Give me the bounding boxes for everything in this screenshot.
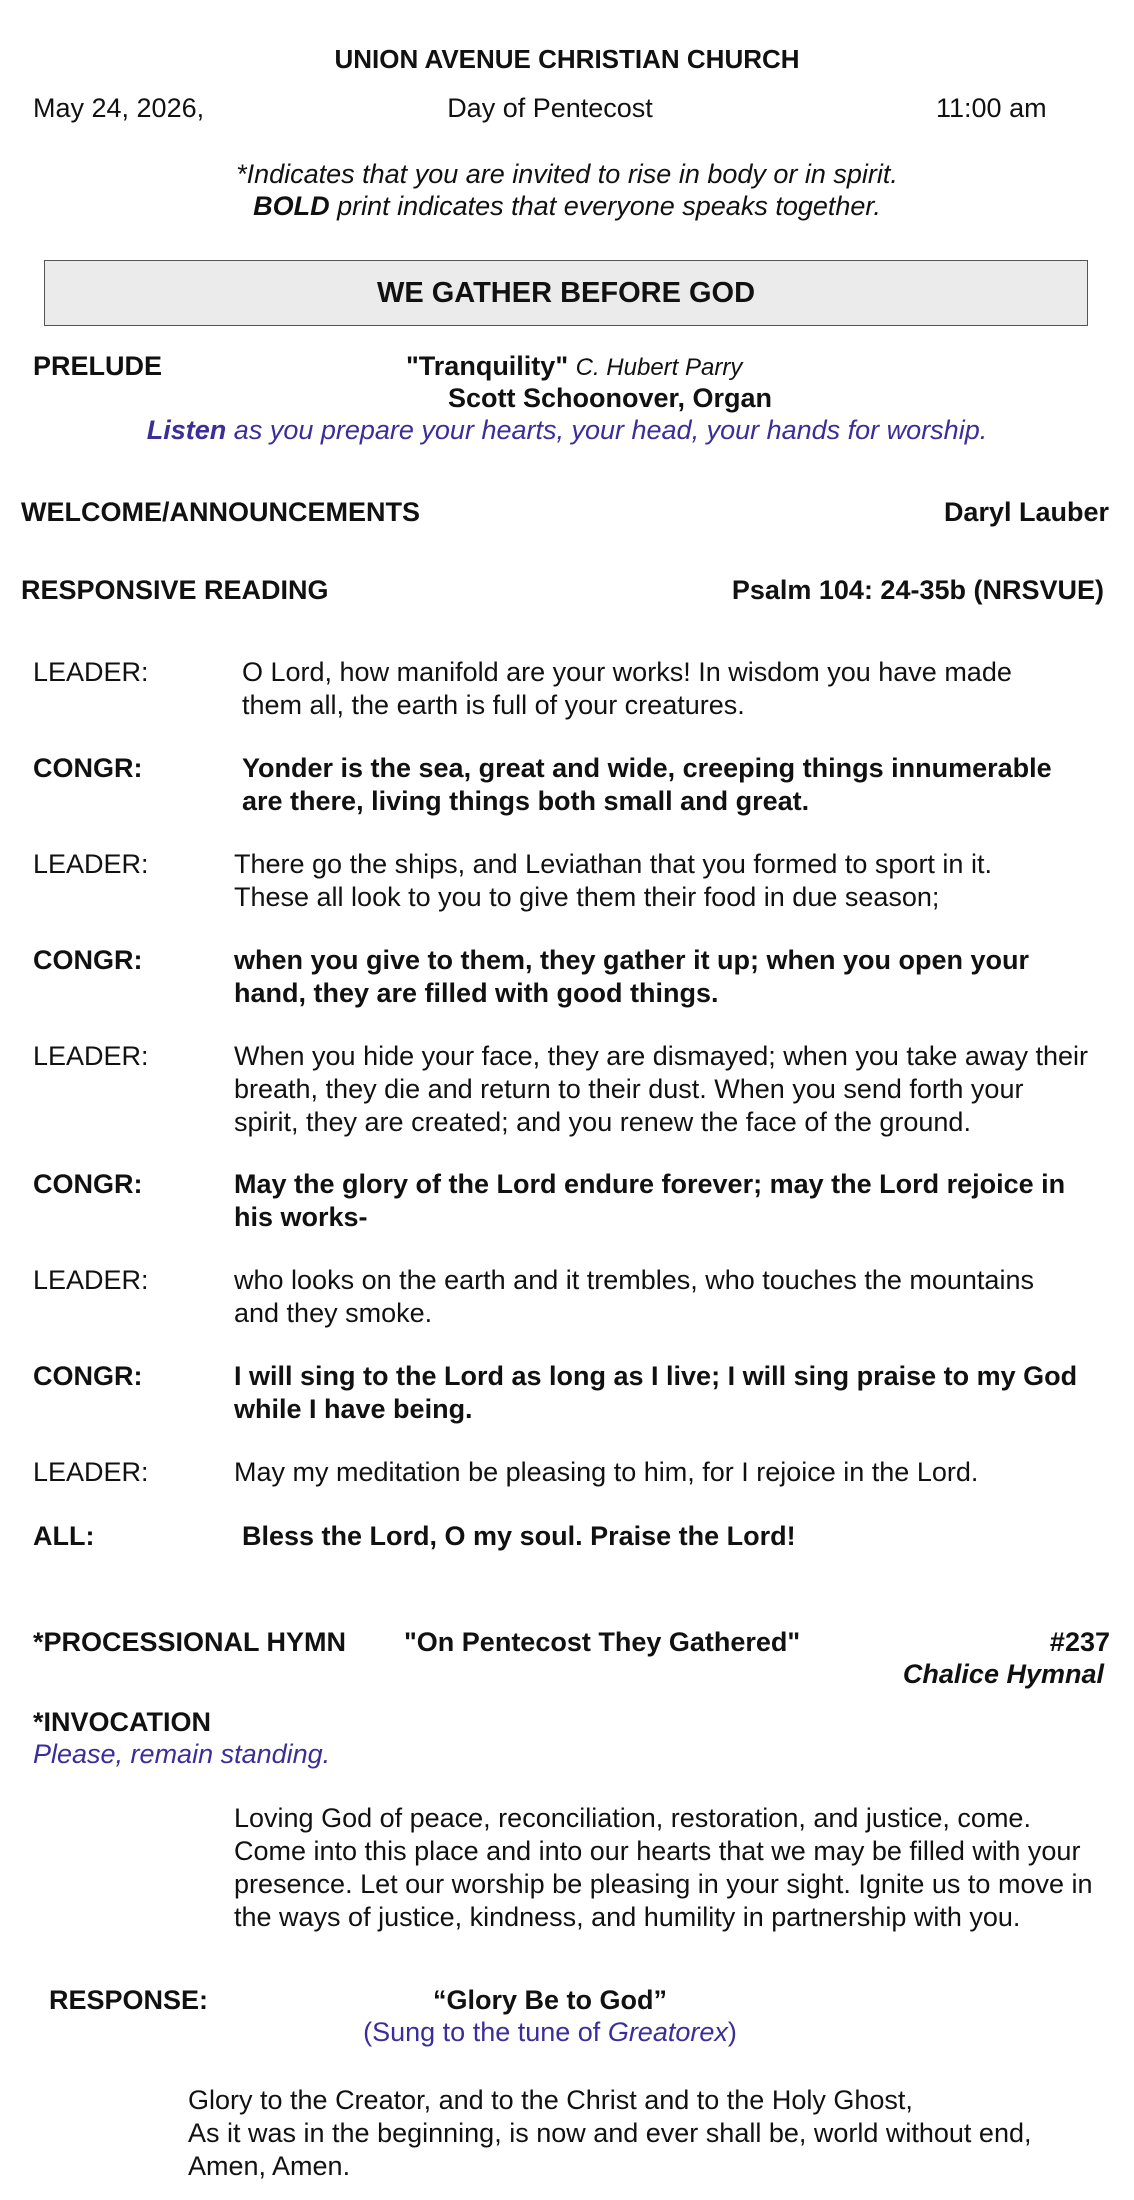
invocation-instruction: Please, remain standing. bbox=[33, 1739, 331, 1769]
reading-role: LEADER: bbox=[33, 1041, 149, 1071]
church-name: UNION AVENUE CHRISTIAN CHURCH bbox=[334, 44, 800, 74]
hymn-number: #237 bbox=[1049, 1627, 1110, 1657]
reading-label: RESPONSIVE READING bbox=[21, 575, 329, 605]
reading-role: LEADER: bbox=[33, 1265, 149, 1295]
section-title: WE GATHER BEFORE GOD bbox=[376, 276, 756, 309]
reading-role: LEADER: bbox=[33, 657, 149, 687]
reading-role: ALL: bbox=[33, 1521, 95, 1551]
rise-note: *Indicates that you are invited to rise in body or in spirit. bbox=[236, 159, 898, 189]
reading-role: LEADER: bbox=[33, 1457, 149, 1487]
reading-text: May my meditation be pleasing to him, for I rejoice in the Lord. bbox=[234, 1457, 979, 1487]
reading-text: May the glory of the Lord endure forever; may the Lord rejoice in his works- bbox=[234, 1169, 1066, 1232]
reading-text: Yonder is the sea, great and wide, creeping things innumerable are there, living things both small and great. bbox=[242, 753, 1052, 816]
reading-role: LEADER: bbox=[33, 849, 149, 879]
occasion: Day of Pentecost bbox=[447, 93, 653, 123]
response-title: “Glory Be to God” bbox=[432, 1985, 667, 2015]
prelude-performer: Scott Schoonover, Organ bbox=[448, 383, 773, 413]
response-text: Glory to the Creator, and to the Christ and to the Holy Ghost, As it was in the beginning, is now and ever shall be, world without end, Amen, Amen. bbox=[188, 2085, 1032, 2181]
bold-word: BOLD bbox=[253, 191, 330, 221]
reading-text: I will sing to the Lord as long as I live; I will sing praise to my God while I have being. bbox=[234, 1361, 1078, 1424]
prelude-label: PRELUDE bbox=[33, 351, 163, 381]
bold-note-rest: print indicates that everyone speaks together. bbox=[329, 191, 881, 221]
welcome-label: WELCOME/ANNOUNCEMENTS bbox=[21, 497, 420, 527]
tune-suffix: ) bbox=[727, 2017, 737, 2047]
invocation-label: *INVOCATION bbox=[33, 1707, 212, 1737]
hymn-title: "On Pentecost They Gathered" bbox=[404, 1627, 801, 1657]
section-title-box bbox=[44, 260, 1088, 326]
listen-instruction bbox=[0, 414, 1134, 447]
hymn-label: *PROCESSIONAL HYMN bbox=[33, 1627, 347, 1657]
reading-role: CONGR: bbox=[33, 945, 143, 975]
reading-text: who looks on the earth and it trembles, who touches the mountains and they smoke. bbox=[234, 1265, 1034, 1328]
response-tune bbox=[300, 2016, 800, 2049]
invocation-prayer: Loving God of peace, reconciliation, restoration, and justice, come. Come into this place and into our hearts that we may be filled with your presence. Let our worship be pleasing in your sight. Ignite us to move in the ways of justice, kindness, and humility in partnership with you. bbox=[234, 1803, 1093, 1932]
reading-role: CONGR: bbox=[33, 1361, 143, 1391]
reading-role: CONGR: bbox=[33, 753, 143, 783]
bold-note bbox=[0, 190, 1134, 223]
welcome-person: Daryl Lauber bbox=[943, 497, 1109, 527]
response-label: RESPONSE: bbox=[49, 1985, 209, 2015]
reading-scripture: Psalm 104: 24-35b (NRSVUE) bbox=[731, 575, 1104, 605]
reading-role: CONGR: bbox=[33, 1169, 143, 1199]
prelude-piece bbox=[406, 350, 742, 384]
reading-text: when you give to them, they gather it up; when you open your hand, they are filled with good things. bbox=[234, 945, 1030, 1008]
service-date: May 24, 2026, bbox=[33, 93, 205, 123]
reading-text: Bless the Lord, O my soul. Praise the Lord! bbox=[242, 1521, 796, 1551]
listen-word: Listen bbox=[146, 415, 227, 445]
reading-text: O Lord, how manifold are your works! In wisdom you have made them all, the earth is full of your creatures. bbox=[242, 657, 1012, 720]
tune-prefix: (Sung to the tune of bbox=[363, 2017, 608, 2047]
prelude-title: "Tranquility" bbox=[406, 351, 569, 381]
reading-text: There go the ships, and Leviathan that you formed to sport in it. These all look to you to give them their food in due season; bbox=[234, 849, 992, 912]
tune-name: Greatorex bbox=[607, 2017, 728, 2047]
hymnal-name: Chalice Hymnal bbox=[902, 1659, 1104, 1689]
reading-text: When you hide your face, they are dismayed; when you take away their breath, they die and return to their dust. When you send forth your spirit, they are created; and you renew the face of the ground. bbox=[234, 1041, 1088, 1137]
listen-rest: as you prepare your hearts, your head, your hands for worship. bbox=[226, 415, 988, 445]
service-time: 11:00 am bbox=[936, 93, 1047, 123]
prelude-composer: C. Hubert Parry bbox=[575, 354, 743, 381]
